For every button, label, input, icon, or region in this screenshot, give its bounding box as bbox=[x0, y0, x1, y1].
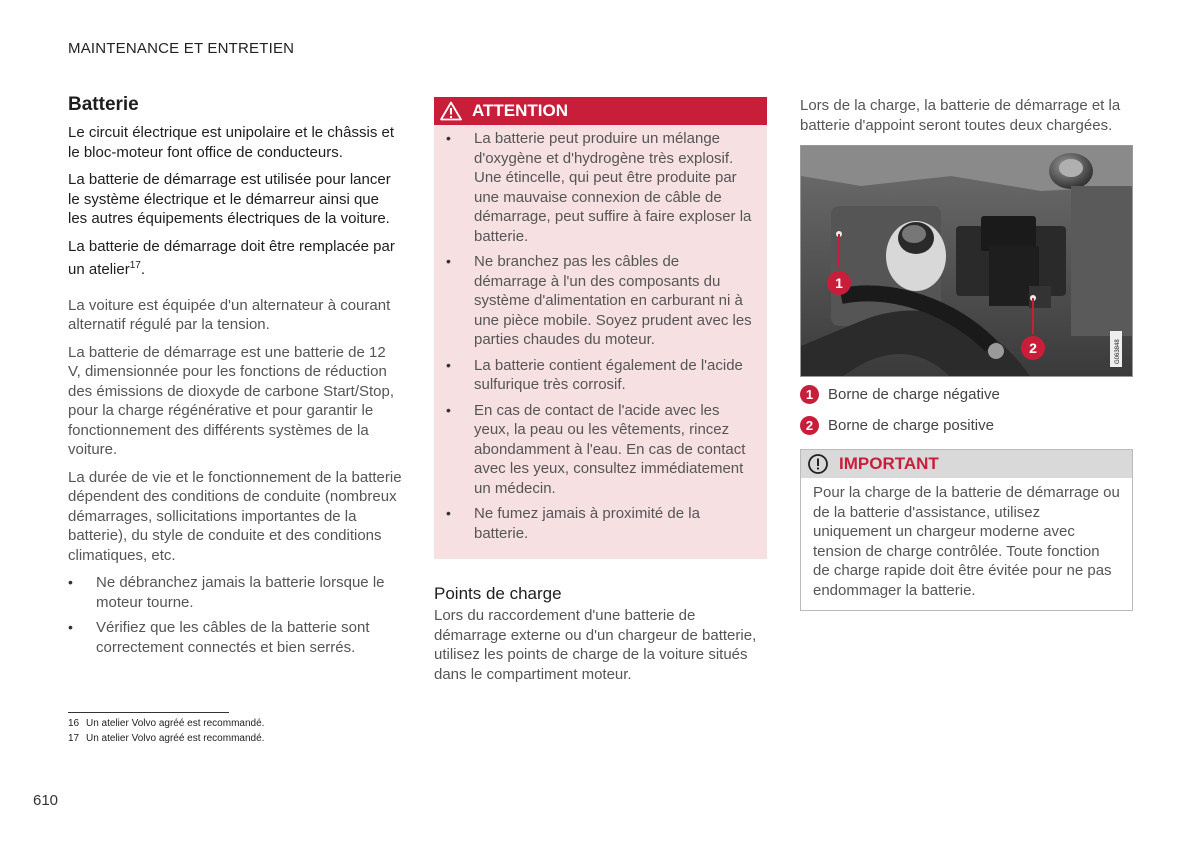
battery-tips-list bbox=[68, 573, 402, 657]
charge-points-section bbox=[434, 584, 767, 684]
list-item: • Ne branchez pas les câbles de démarrage à l'un des composants du système d'alimentation en carburant ni à une pièce mobile. Soyez prudent avec les parties chaudes du moteur. bbox=[446, 252, 755, 350]
list-item: • En cas de contact de l'acide avec les yeux, la peau ou les vêtements, rincez abondamment à l'eau. En cas de contact avec les yeux, consultez immédiatement un médecin. bbox=[446, 401, 755, 499]
important-text: Pour la charge de la batterie de démarrage ou de la batterie d'assistance, utilisez uniquement un chargeur moderne avec tension de charge contrôlée. Toute fonction de charge rapide doit être évitée pour ne pas endommager la batterie. bbox=[813, 484, 1120, 599]
footnote-text: Un atelier Volvo agréé est recommandé. bbox=[86, 718, 265, 729]
charge-points-text: Lors du raccordement d'une batterie de démarrage externe ou d'un chargeur de batterie, utilisez les points de charge de la voiture situés dans le compartiment moteur. bbox=[434, 607, 757, 683]
paragraph-alternator: La voiture est équipée d'un alternateur à courant alternatif régulé par la tension. bbox=[68, 296, 391, 333]
warning-title: ATTENTION bbox=[472, 101, 569, 120]
footnote-number: 17 bbox=[68, 733, 80, 744]
footnote-ref-17[interactable]: 17 bbox=[129, 260, 141, 271]
photo-callout-2: 2 bbox=[1029, 340, 1037, 356]
engine-bay-photo bbox=[800, 145, 1133, 377]
footnote-16 bbox=[68, 718, 264, 729]
legend-item-positive bbox=[800, 416, 1133, 435]
middle-column bbox=[434, 97, 767, 692]
right-column bbox=[800, 96, 1133, 611]
exclamation-circle-icon bbox=[807, 453, 829, 475]
paragraph-start-battery: La batterie de démarrage est utilisée pour lancer le système électrique et le démarreur ainsi que les autres équipements électriques de la voiture. bbox=[68, 171, 391, 227]
footnote-divider bbox=[68, 712, 229, 713]
battery-title: Batterie bbox=[68, 94, 139, 115]
legend-item-negative bbox=[800, 385, 1133, 404]
list-item: • Ne fumez jamais à proximité de la batterie. bbox=[446, 504, 755, 543]
charge-intro: Lors de la charge, la batterie de démarrage et la batterie d'appoint seront toutes deux chargées. bbox=[800, 97, 1121, 134]
paragraph-circuit: Le circuit électrique est unipolaire et le châssis et le bloc-moteur font office de conducteurs. bbox=[68, 124, 395, 161]
legend-number: 1 bbox=[800, 385, 819, 404]
warning-header bbox=[434, 97, 767, 125]
legend-label: Borne de charge négative bbox=[828, 386, 1000, 403]
paragraph-replace-end: . bbox=[140, 261, 146, 278]
paragraph-replace-text: La batterie de démarrage doit être remplacée par un atelier bbox=[68, 237, 395, 278]
paragraph-12v: La batterie de démarrage est une batterie de 12 V, dimensionnée pour les fonctions de réduction des émissions de dioxyde de carbone Start/Stop, pour la charge régénérative et pour garantir le fonctionnement des différents systèmes de la voiture. bbox=[68, 343, 395, 458]
list-item: • La batterie contient également de l'acide sulfurique très corrosif. bbox=[446, 356, 755, 395]
important-title: IMPORTANT bbox=[839, 454, 939, 473]
footnote-text: Un atelier Volvo agréé est recommandé. bbox=[86, 733, 265, 744]
legend-number: 2 bbox=[800, 416, 819, 435]
warning-list bbox=[434, 125, 767, 543]
charge-points-title: Points de charge bbox=[434, 584, 562, 603]
important-header bbox=[801, 450, 1132, 478]
list-item: • Ne débranchez jamais la batterie lorsque le moteur tourne. bbox=[68, 573, 402, 612]
battery-section bbox=[68, 94, 402, 663]
warning-box bbox=[434, 97, 767, 559]
paragraph-lifetime: La durée de vie et le fonctionnement de la batterie dépendent des conditions de conduite (nombreux démarrages, sollicitations importantes de la batterie), du style de conduite et des conditions climatiques, etc. bbox=[68, 468, 402, 564]
engine-bay-illustration bbox=[801, 146, 1133, 377]
page-number: 610 bbox=[33, 792, 59, 809]
paragraph-replace bbox=[68, 237, 402, 280]
warning-triangle-icon bbox=[440, 101, 462, 121]
footnote-number: 16 bbox=[68, 718, 80, 729]
photo-legend bbox=[800, 385, 1133, 435]
section-header: MAINTENANCE ET ENTRETIEN bbox=[68, 40, 295, 57]
list-item: • La batterie peut produire un mélange d'oxygène et d'hydrogène très explosif. Une étincelle, qui peut être produite par une mauvaise connexion de câble de démarrage, peut suffire à faire exploser la batterie. bbox=[446, 129, 755, 246]
legend-label: Borne de charge positive bbox=[828, 417, 994, 434]
image-code: G063848 bbox=[1115, 339, 1121, 364]
list-item: • Vérifiez que les câbles de la batterie sont correctement connectés et bien serrés. bbox=[68, 618, 402, 657]
footnote-17 bbox=[68, 733, 264, 744]
photo-callout-1: 1 bbox=[835, 275, 843, 291]
important-box bbox=[800, 449, 1133, 611]
